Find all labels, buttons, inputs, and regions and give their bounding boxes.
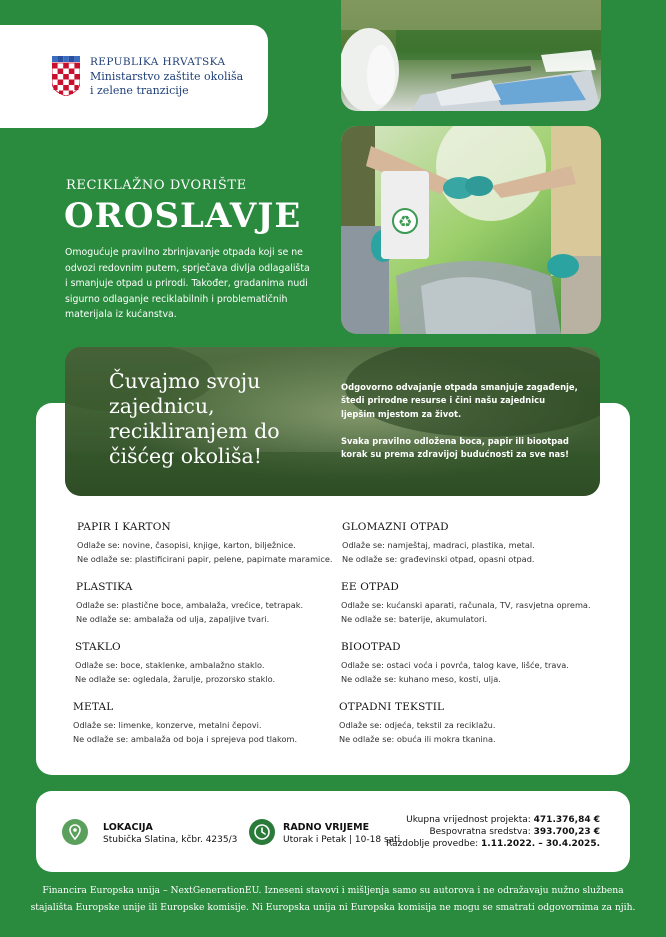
category-accepted: Odlaže se: plastične boce, ambalaža, vrećice, tetrapak.	[76, 600, 304, 610]
recycle-icon: ♻	[397, 212, 413, 231]
page-title: OROSLAVJE	[64, 196, 302, 236]
category-rejected: Ne odlaže se: obuća ili mokra tkanina.	[339, 734, 496, 744]
ministry-name-line1: Ministarstvo zaštite okoliša	[90, 70, 244, 83]
project-total-label: Ukupna vrijednost projekta:	[406, 815, 531, 825]
eu-disclaimer	[30, 882, 636, 916]
banner-paragraph-1: Odgovorno odvajanje otpada smanjuje zagađenje, štedi prirodne resurse i čini našu zajednicu ljepšim mjestom za život.	[341, 382, 578, 419]
project-total	[406, 815, 600, 825]
category-accepted: Odlaže se: ostaci voća i povrća, talog kave, lišće, trava.	[341, 660, 569, 670]
ministry-name-line2: i zelene tranzicije	[90, 84, 189, 97]
project-total-value: 471.376,84 €	[533, 815, 600, 825]
category-rejected: Ne odlaže se: ambalaža od ulja, zapaljive tvari.	[76, 614, 270, 624]
banner-paragraph-2: Svaka pravilno odložena boca, papir ili biootpad korak su prema zdravijoj budućnosti za sve nas!	[341, 436, 569, 460]
category-title: PLASTIKA	[76, 581, 133, 593]
category-accepted: Odlaže se: limenke, konzerve, metalni čepovi.	[73, 720, 262, 730]
location-value: Stubička Slatina, kčbr. 4235/3	[103, 835, 238, 845]
category-title: GLOMAZNI OTPAD	[342, 521, 449, 533]
grant-amount	[429, 827, 600, 837]
category-title: BIOOTPAD	[341, 641, 401, 653]
category-title: OTPADNI TEKSTIL	[339, 701, 445, 713]
category-rejected: Ne odlaže se: ogledala, žarulje, prozorsko staklo.	[75, 674, 276, 684]
photo-waste-pickup	[341, 0, 601, 111]
category-accepted: Odlaže se: boce, staklenke, ambalažno staklo.	[75, 660, 265, 670]
hero-subtitle: RECIKLAŽNO DVORIŠTE	[66, 178, 247, 193]
category-title: METAL	[73, 701, 114, 713]
category-rejected: Ne odlaže se: ambalaža od boja i sprejeva pod tlakom.	[73, 734, 298, 744]
period-value: 1.11.2022. – 30.4.2025.	[481, 839, 600, 849]
photo-volunteers-recycling	[341, 126, 601, 334]
ministry-country: REPUBLIKA HRVATSKA	[90, 56, 226, 68]
category-accepted: Odlaže se: novine, časopisi, knjige, karton, bilježnice.	[77, 540, 296, 550]
category-accepted: Odlaže se: odjeća, tekstil za reciklažu.	[339, 720, 496, 730]
category-rejected: Ne odlaže se: baterije, akumulatori.	[341, 614, 488, 624]
category-title: PAPIR I KARTON	[77, 521, 171, 533]
banner-slogan: Čuvajmo svoju zajednicu, recikliranjem do čišćeg okoliša!	[109, 369, 280, 468]
disclaimer-line-1: Financira Europska unija – NextGenerationEU. Izneseni stavovi i mišljenja samo su autorova i ne odražavaju nužno službena	[42, 885, 624, 896]
category-title: EE OTPAD	[341, 581, 399, 593]
category-rejected: Ne odlaže se: kuhano meso, kosti, ulja.	[341, 674, 501, 684]
category-accepted: Odlaže se: kućanski aparati, računala, TV, rasvjetna oprema.	[341, 600, 591, 610]
hours-value: Utorak i Petak | 10-18 sati	[283, 835, 401, 845]
category-accepted: Odlaže se: namještaj, madraci, plastika, metal.	[342, 540, 535, 550]
clock-icon	[249, 819, 275, 845]
croatian-coat-of-arms-icon	[52, 56, 80, 96]
disclaimer-line-2: stajališta Europske unije ili Europske komisije. Ni Europska unija ni Europska komisija ne mogu se smatrati odgovornima za njih.	[30, 902, 636, 913]
hero-intro: Omogućuje pravilno zbrinjavanje otpada koji se ne odvozi redovnim putem, sprječava divlja odlagališta i smanjuje otpad u prirodi. Također, gradanima nudi sigurno odlaganje reciklabilnih i problematičnih materijala iz kućanstva.	[65, 247, 310, 320]
location-label: LOKACIJA	[103, 822, 153, 833]
implementation-period	[386, 839, 600, 849]
hours-label: RADNO VRIJEME	[283, 822, 370, 833]
category-rejected: Ne odlaže se: plastificirani papir, pelene, papirnate maramice.	[77, 554, 333, 564]
grant-label: Bespovratna sredstva:	[429, 827, 531, 837]
location-pin-icon	[62, 819, 88, 845]
period-label: Razdoblje provedbe:	[385, 839, 479, 849]
category-rejected: Ne odlaže se: građevinski otpad, opasni otpad.	[342, 554, 535, 564]
grant-value: 393.700,23 €	[533, 827, 600, 837]
category-title: STAKLO	[75, 641, 121, 653]
